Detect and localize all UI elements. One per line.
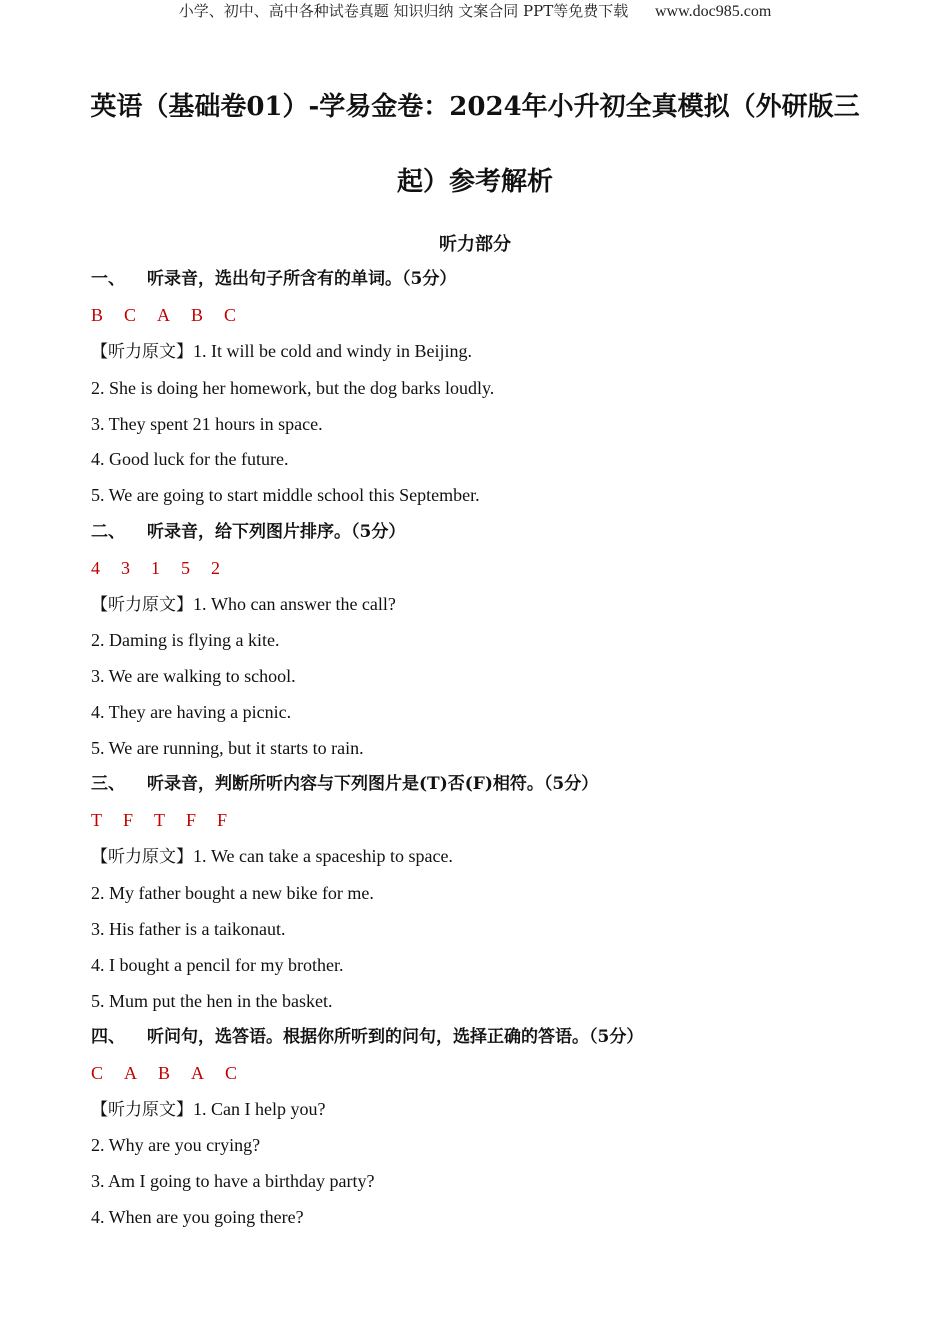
transcript-text: 1. Can I help you? [193, 1099, 326, 1119]
section-heading-text: 听问句，选答语。根据你所听到的问句，选择正确的答语。（5分） [147, 1027, 644, 1047]
transcript-line [91, 1097, 891, 1122]
transcript-line: 4. Good luck for the future. [91, 449, 289, 469]
answer: C [91, 1063, 104, 1083]
transcript-line: 2. Why are you crying? [91, 1135, 261, 1155]
header-text: 小学、初中、高中各种试卷真题 知识归纳 文案合同 PPT等免费下载 [178, 2, 629, 20]
section-heading-text: 听录音，给下列图片排序。（5分） [147, 522, 406, 542]
transcript-text: 1. We can take a spaceship to space. [193, 846, 453, 866]
answer: F [186, 810, 197, 830]
transcript-line: 2. My father bought a new bike for me. [91, 883, 374, 903]
transcript-line: 2. She is doing her homework, but the dog barks loudly. [91, 378, 495, 398]
transcript-text: 1. It will be cold and windy in Beijing. [193, 341, 472, 361]
transcript-tag: 【听力原文】 [91, 847, 193, 867]
section-heading [91, 520, 891, 544]
page-title-line-2: 起）参考解析 [396, 167, 553, 197]
answer: B [191, 305, 204, 325]
section-number: 一、 [91, 269, 125, 289]
transcript-line: 2. Daming is flying a kite. [91, 630, 280, 650]
answer: 1 [151, 558, 160, 578]
transcript-line [91, 592, 891, 617]
section-heading [91, 1025, 891, 1049]
answer: A [191, 1063, 205, 1083]
answer: C [225, 1063, 238, 1083]
answer: T [154, 810, 166, 830]
transcript-line: 5. Mum put the hen in the basket. [91, 991, 333, 1011]
transcript-tag: 【听力原文】 [91, 595, 193, 615]
transcript-line: 3. Am I going to have a birthday party? [91, 1171, 375, 1191]
section-heading [91, 772, 891, 796]
transcript-line: 3. They spent 21 hours in space. [91, 414, 323, 434]
transcript-text: 1. Who can answer the call? [193, 594, 396, 614]
section-number: 三、 [91, 774, 125, 794]
answer: B [158, 1063, 171, 1083]
section-number: 四、 [91, 1027, 125, 1047]
section-heading [91, 267, 891, 291]
transcript-line: 4. I bought a pencil for my brother. [91, 955, 344, 975]
answer: C [224, 305, 237, 325]
section-number: 二、 [91, 522, 125, 542]
page-title-line-1: 英语（基础卷01）-学易金卷：2024年小升初全真模拟（外研版三 [90, 92, 860, 122]
transcript-tag: 【听力原文】 [91, 342, 193, 362]
answer: F [217, 810, 228, 830]
section-heading-text: 听录音，判断所听内容与下列图片是(T)否(F)相符。（5分） [147, 774, 599, 794]
page-header [0, 0, 950, 23]
transcript-line: 5. We are going to start middle school this September. [91, 485, 480, 505]
answer: A [124, 1063, 138, 1083]
answer-row [91, 303, 891, 327]
answer-row [91, 1061, 891, 1085]
answer: 3 [121, 558, 130, 578]
answer: B [91, 305, 104, 325]
section-subtitle: 听力部分 [439, 234, 511, 255]
header-site[interactable]: www.doc985.com [655, 3, 772, 20]
answer: C [124, 305, 137, 325]
transcript-tag: 【听力原文】 [91, 1100, 193, 1120]
answer: T [91, 810, 102, 830]
transcript-line: 3. We are walking to school. [91, 666, 296, 686]
answer: 5 [181, 558, 190, 578]
transcript-line: 3. His father is a taikonaut. [91, 919, 286, 939]
transcript-line [91, 339, 891, 364]
transcript-line: 4. They are having a picnic. [91, 702, 292, 722]
section-heading-text: 听录音，选出句子所含有的单词。（5分） [147, 269, 457, 289]
transcript-line: 5. We are running, but it starts to rain. [91, 738, 364, 758]
answer: 4 [91, 558, 100, 578]
answer: F [123, 810, 134, 830]
transcript-line: 4. When are you going there? [91, 1207, 304, 1227]
answer-row [91, 808, 891, 832]
answer: 2 [211, 558, 220, 578]
transcript-line [91, 844, 891, 869]
answer: A [157, 305, 171, 325]
answer-row [91, 556, 891, 580]
